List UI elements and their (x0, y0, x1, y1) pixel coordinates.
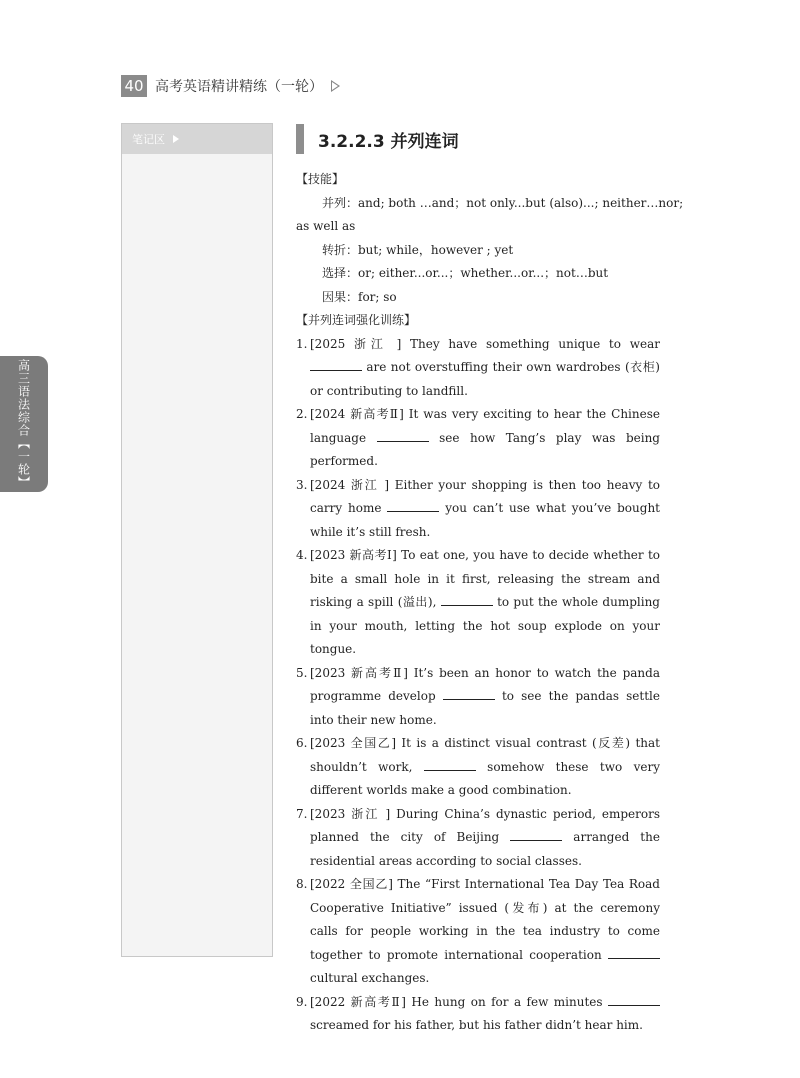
exercise-item (296, 333, 660, 404)
play-triangle-icon (331, 80, 340, 92)
exercise-number: 3. (296, 477, 308, 492)
exercise-item (296, 662, 660, 733)
exercise-text: [2023 新高考Ⅰ] To eat one, you have to decide whether to bite a small hole in it first, releasing the stream and risking a spill (溢出), (310, 548, 660, 609)
exercise-text: screamed for his father, but his father didn’t hear him. (310, 1018, 643, 1032)
exercise-number: 2. (296, 407, 308, 421)
exercise-text: cultural exchanges. (310, 971, 430, 985)
exercise-item (296, 544, 660, 662)
answer-blank[interactable] (377, 431, 429, 442)
exercise-text: [2024 新高考Ⅱ] It was very exciting to hear the Chinese language (310, 407, 660, 445)
exercise-text: to put the whole dumpling in your mouth, letting the hot soup explode on your tongue. (310, 595, 660, 656)
exercise-text: are not overstuffing their own wardrobes (衣柜) or contributing to landfill. (310, 360, 660, 398)
exercise-text: arranged the residential areas according to social classes. (310, 830, 660, 868)
exercise-text: [2022 新高考Ⅱ] He hung on for a few minutes (310, 994, 603, 1009)
answer-blank[interactable] (608, 995, 660, 1006)
answer-blank[interactable] (608, 948, 660, 959)
exercise-number: 8. (296, 877, 308, 891)
exercise-item (296, 873, 660, 991)
exercise-text: you can’t use what you’ve bought while it’s still fresh. (310, 501, 660, 539)
skill-line: 转折：but; while，however ; yet (322, 242, 514, 257)
notes-header (122, 124, 272, 154)
skill-line: 并列：and; both …and；not only...but (also)...; neither…nor; (322, 195, 684, 210)
exercise-text: [2023 新高考Ⅱ] It’s been an honor to watch the panda programme develop (310, 665, 660, 703)
main-content (296, 168, 684, 1038)
skill-line: as well as (296, 219, 356, 233)
exercise-item (296, 732, 660, 803)
exercise-number: 5. (296, 665, 308, 680)
exercise-item (296, 403, 660, 474)
section-marker-bar (296, 124, 304, 154)
page-header (121, 75, 340, 97)
exercise-text: [2023 浙江 ] During China’s dynastic period, emperors planned the city of Beijing (310, 806, 660, 844)
exercise-number: 1. (296, 336, 308, 351)
exercise-text: [2025 浙江 ] They have something unique to wear (310, 336, 660, 351)
training-heading: 【并列连词强化训练】 (296, 313, 417, 327)
exercise-number: 7. (296, 806, 308, 821)
exercise-text: [2024 浙江 ] Either your shopping is then too heavy to carry home (310, 477, 660, 515)
book-title: 高考英语精讲精练（一轮） (155, 79, 323, 95)
answer-blank[interactable] (310, 360, 362, 371)
answer-blank[interactable] (441, 595, 493, 606)
answer-blank[interactable] (424, 760, 476, 771)
exercise-text: [2023 全国乙] It is a distinct visual contrast (反差) that shouldn’t work, (310, 736, 660, 774)
page-number: 40 (121, 75, 147, 97)
exercise-text: see how Tang’s play was being performed. (310, 430, 660, 468)
exercise-text: to see the pandas settle into their new home. (310, 689, 660, 727)
skill-line: 因果：for; so (322, 289, 397, 304)
answer-blank[interactable] (443, 689, 495, 700)
exercise-item (296, 474, 660, 545)
side-tab-label: 高三语法综合【一轮】 (16, 359, 31, 489)
notes-label: 笔记区 (132, 133, 165, 146)
arrow-right-icon (173, 135, 179, 143)
exercise-text: [2022 全国乙] The “First International Tea Day Tea Road Cooperative Initiative” issued (发布) at the ceremony calls for people working in the tea industry to come together to promote international cooperation (310, 877, 660, 962)
side-chapter-tab (0, 356, 48, 492)
skills-heading: 【技能】 (296, 172, 345, 186)
answer-blank[interactable] (387, 501, 439, 512)
section-title: 3.2.2.3 并列连词 (318, 132, 459, 152)
exercise-item (296, 803, 660, 874)
exercise-number: 9. (296, 994, 308, 1009)
exercise-item (296, 991, 660, 1038)
answer-blank[interactable] (510, 830, 562, 841)
exercise-number: 6. (296, 736, 308, 750)
exercise-number: 4. (296, 548, 308, 562)
exercise-text: somehow these two very different worlds make a good combination. (310, 759, 660, 797)
notes-panel (121, 123, 273, 957)
skill-line: 选择：or; either...or...；whether...or...；not…but (322, 266, 609, 280)
